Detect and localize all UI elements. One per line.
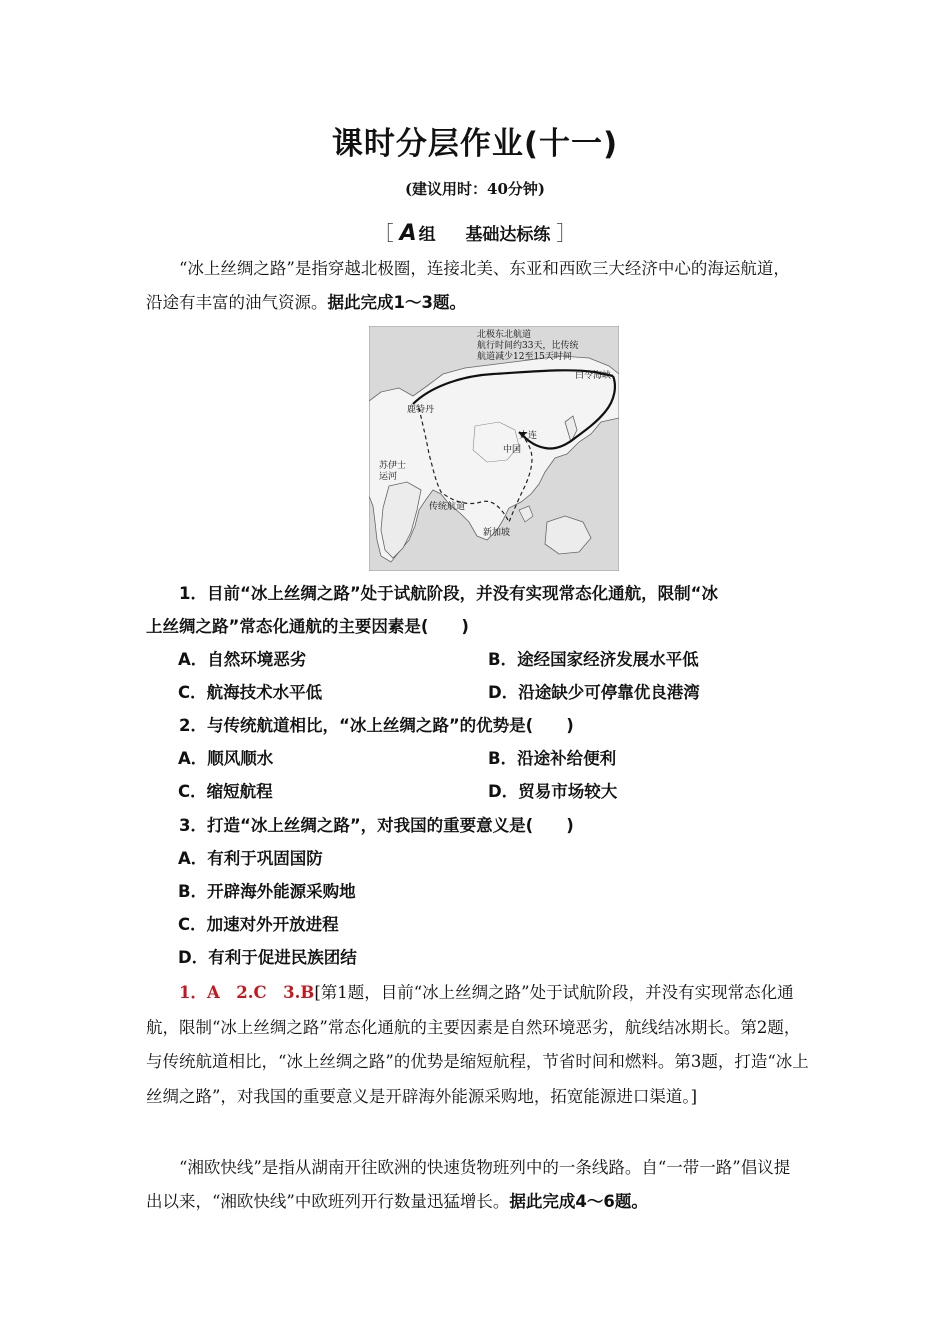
intro2-text: “湘欧快线”是指从湖南开往欧洲的快速货物班列中的一条线路。自“一带一路”倡议提出以来，“湘欧快线”中欧班列开行数量迅猛增长。 (146, 1158, 791, 1211)
q1-option-c: C．航海技术水平低 (178, 683, 323, 702)
group-name: 组 (418, 225, 436, 245)
answer-block (146, 976, 810, 1114)
q3-option-c: C．加速对外开放进程 (178, 915, 339, 934)
question-3: 3．打造“冰上丝绸之路”，对我国的重要意义是( ) (179, 816, 574, 835)
label-china: 中国 (503, 445, 522, 455)
section-header (0, 217, 950, 246)
intro-lead: 据此完成1～3题。 (327, 293, 466, 312)
intro-paragraph-2 (146, 1151, 806, 1219)
suggested-time: (建议用时：40分钟) (404, 180, 546, 198)
label-northern-route-line3: 航道减少12至15天时间 (477, 352, 572, 362)
label-suez-line2: 运河 (379, 472, 398, 482)
label-northern-route: 北极东北航道 (477, 330, 532, 340)
q2-option-b: B．沿途补给便利 (488, 749, 617, 768)
page-title: 课时分层作业(十一) (331, 126, 619, 162)
label-traditional-route: 传统航道 (429, 502, 466, 512)
q2-option-d: D．贸易市场较大 (488, 782, 618, 801)
arctic-route-map (369, 326, 619, 571)
q1-option-b: B．途经国家经济发展水平低 (488, 650, 699, 669)
label-dalian: 大连 (519, 431, 538, 441)
intro-paragraph-1 (146, 252, 806, 320)
answer-explanation: [第1题，目前“冰上丝绸之路”处于试航阶段，并没有实现常态化通航，限制“冰上丝绸之路”常态化通航的主要因素是自然环境恶劣，航线结冰期长。第2题，与传统航道相比，“冰上丝绸之路”的优势是缩短航程，节省时间和燃料。第3题，打造“冰上丝绸之路”，对我国的重要意义是开辟海外能源采购地，拓宽能源进口渠道。] (146, 983, 809, 1106)
left-bracket: ［ (373, 221, 394, 245)
q3-option-b: B．开辟海外能源采购地 (178, 882, 356, 901)
label-bering-strait: 白令海峡 (575, 371, 612, 381)
question-2: 2．与传统航道相比，“冰上丝绸之路”的优势是( ) (179, 716, 574, 735)
question-1-line1: 1．目前“冰上丝绸之路”处于试航阶段，并没有实现常态化通航，限制“冰 (179, 584, 719, 603)
label-northern-route-line2: 航行时间约33天，比传统 (477, 341, 579, 351)
label-suez-line1: 苏伊士 (379, 461, 407, 471)
q1-option-a: A．自然环境恶劣 (178, 650, 307, 669)
question-1-line2: 上丝绸之路”常态化通航的主要因素是( ) (146, 617, 469, 636)
label-singapore: 新加坡 (483, 528, 511, 538)
q2-option-c: C．缩短航程 (178, 782, 273, 801)
right-bracket: ］ (556, 221, 577, 245)
question-1 (146, 577, 816, 643)
q3-option-a: A．有利于巩固国防 (178, 849, 323, 868)
q1-option-d: D．沿途缺少可停靠优良港湾 (488, 683, 700, 702)
intro-text: “冰上丝绸之路”是指穿越北极圈，连接北美、东亚和西欧三大经济中心的海运航道，沿途有丰富的油气资源。 (146, 259, 790, 312)
group-letter: A (399, 221, 417, 246)
q2-option-a: A．顺风顺水 (178, 749, 274, 768)
q3-option-d: D．有利于促进民族团结 (178, 948, 357, 967)
group-label: 基础达标练 (465, 225, 551, 245)
label-rotterdam: 鹿特丹 (407, 405, 435, 415)
intro2-lead: 据此完成4～6题。 (509, 1192, 648, 1211)
answer-key: 1．A 2.C 3.B (179, 983, 315, 1002)
